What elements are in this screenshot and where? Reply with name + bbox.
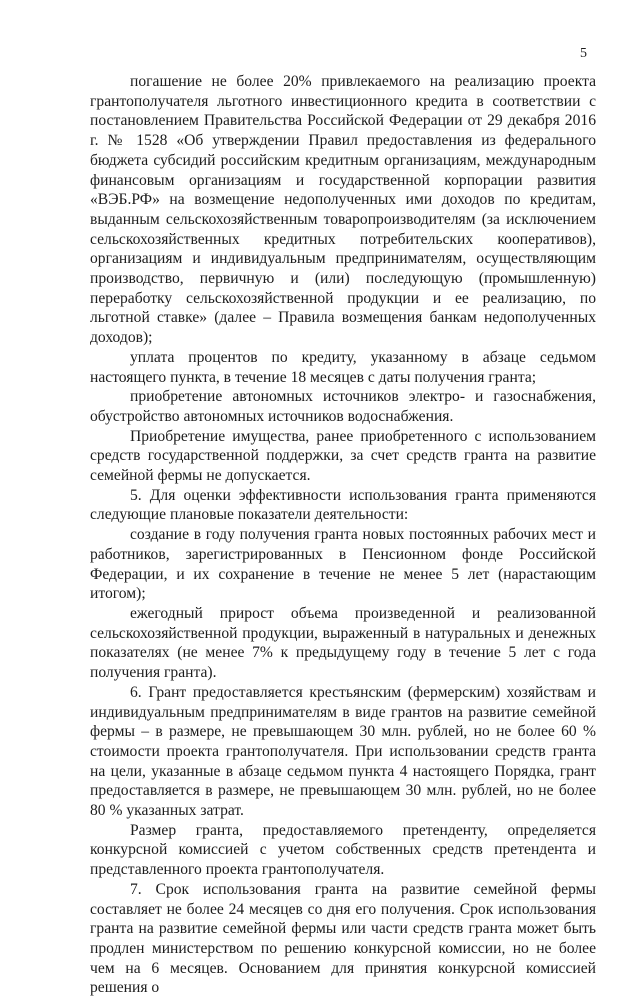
paragraph-new-jobs: создание в году получения гранта новых постоянных рабочих мест и работников, зарегистрированных в Пенсионном фонде Российской Федерации, и их сохранение в течение не менее 5 лет (нарастающим итогом);	[90, 526, 596, 603]
page-number: 5	[580, 46, 587, 61]
paragraph-loan-repayment: погашение не более 20% привлекаемого на реализацию проекта грантополучателя льготного инвестиционного кредита в соответствии с постановлением Правительства Российской Федерации от 29 декабря 2016 г. № 1528 «Об утверждении Правил предоставления из федерального бюджета субсидий российским кредитным организациям, международным финансовым организациям и государственной корпорации развития «ВЭБ.РФ» на возмещение недополученных ими доходов по кредитам, выданным сельскохозяйственным товаропроизводителям (за исключением сельскохозяйственных кредитных потребительских кооперативов), организациям и индивидуальным предпринимателям, осуществляющим производство, первичную и (или) последующую (промышленную) переработку сельскохозяйственной продукции и ее реализацию, по льготной ставке» (далее – Правила возмещения банкам недополученных доходов);	[90, 73, 596, 347]
paragraph-autonomous-sources: приобретение автономных источников электро- и газоснабжения, обустройство автономных источников водоснабжения.	[90, 388, 596, 425]
paragraph-section-5: 5. Для оценки эффективности использования гранта применяются следующие плановые показатели деятельности:	[90, 486, 596, 524]
document-body	[90, 72, 596, 998]
paragraph-grant-size: Размер гранта, предоставляемого претенденту, определяется конкурсной комиссией с учетом собственных средств претендента и представленного проекта грантополучателя.	[90, 821, 596, 879]
paragraph-interest-payment: уплата процентов по кредиту, указанному в абзаце седьмом настоящего пункта, в течение 18 месяцев с даты получения гранта;	[90, 348, 596, 386]
paragraph-property-restriction: Приобретение имущества, ранее приобретенного с использованием средств государственной поддержки, за счет средств гранта на развитие семейной фермы не допускается.	[90, 427, 596, 485]
paragraph-section-7: 7. Срок использования гранта на развитие семейной фермы составляет не более 24 месяцев со дня его получения. Срок использования гранта на развитие семейной фермы или части средств гранта может быть продлен министерством по решению конкурсной комиссии, но не более чем на 6 месяцев. Основанием для принятия конкурсной комиссией решения о	[90, 880, 596, 997]
paragraph-section-6: 6. Грант предоставляется крестьянским (фермерским) хозяйствам и индивидуальным предпринимателям в виде грантов на развитие семейной фермы – в размере, не превышающем 30 млн. рублей, но не более 60 % стоимости проекта грантополучателя. При использовании средств гранта на цели, указанные в абзаце седьмом пункта 4 настоящего Порядка, грант предоставляется в размере, не превышающем 30 млн. рублей, но не более 80 % указанных затрат.	[90, 683, 596, 820]
paragraph-production-growth: ежегодный прирост объема произведенной и реализованной сельскохозяйственной продукции, выраженный в натуральных и денежных показателях (не менее 7% к предыдущему году в течение 5 лет с года получения гранта).	[90, 604, 596, 682]
